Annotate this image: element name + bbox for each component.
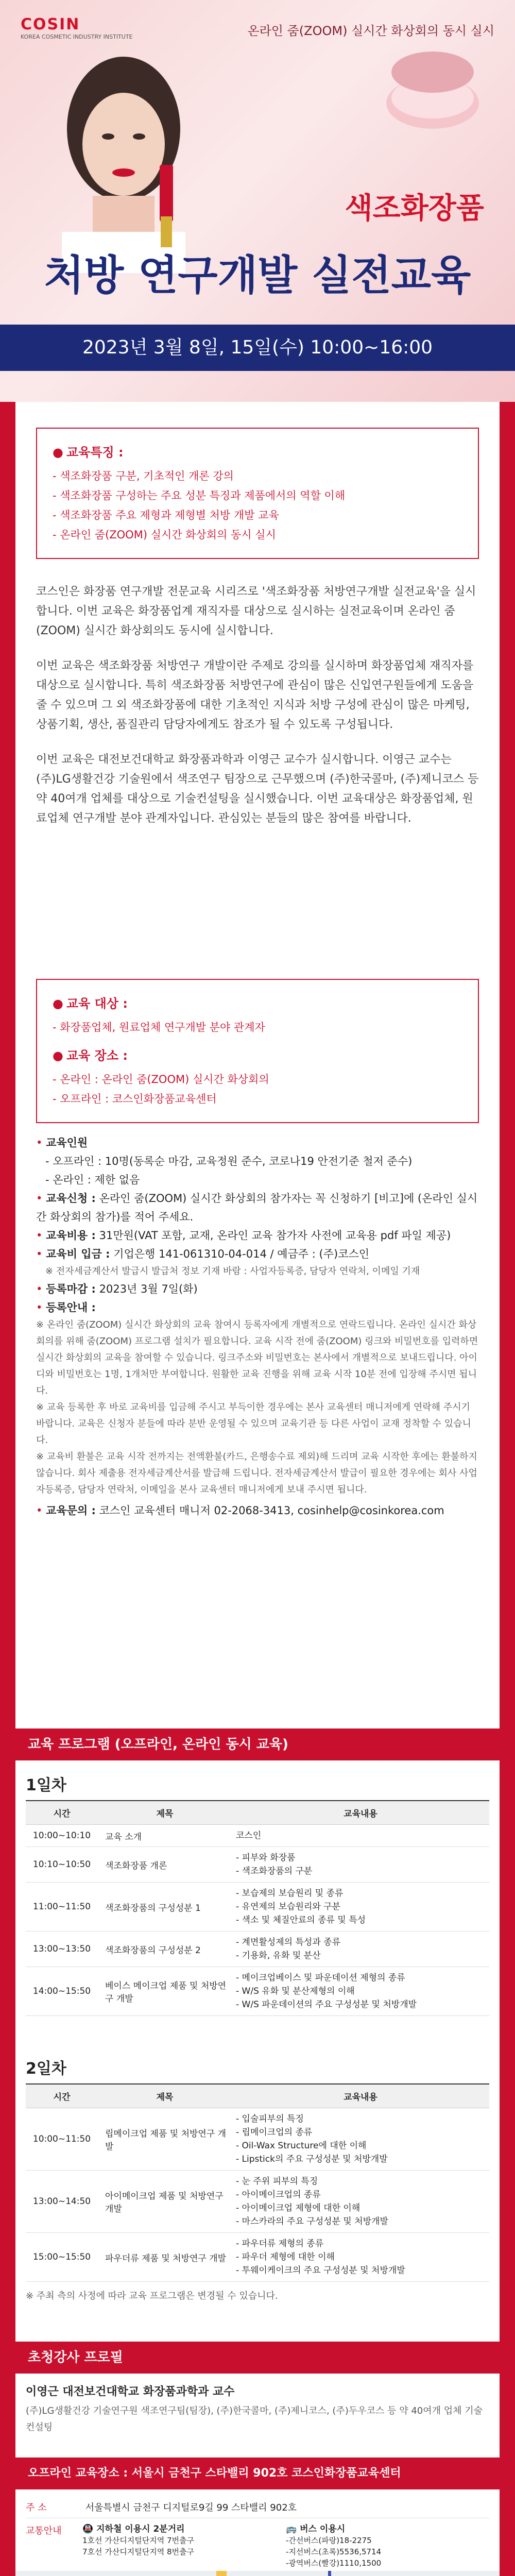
table-row: [26, 1967, 489, 2016]
intro-section: [36, 582, 479, 828]
intro-paragraph: 이번 교육은 대전보건대학교 화장품과학과 이영근 교수가 실시합니다. 이영근 교수는 (주)LG생활건강 기술원에서 색조연구 팀장으로 근무했으며 (주)한국콜마, (주)제니코스 등 약 40여개 업체를 대상으로 기술컨설팅을 실시했습니다. 이번 교육대상은 화장품업체, 원료업체 연구개발 분야 관계자입니다. 관심있는 분들의 많은 참여를 바랍니다.: [36, 753, 479, 825]
subway-line: 1호선 가산디지털단지역 7번출구: [82, 2536, 194, 2545]
row-time: 13:00~13:50: [26, 1931, 98, 1967]
features-box: ● 교육특징 : - 색조화장품 구분, 기초적인 개론 강의 - 색조화장품 구성하는 주요 성분 특징과 제품에서의 역할 이해 - 색조화장품 주요 제형과 제형별 처방 개발 교육 - 온라인 줌(ZOOM) 실시간 화상회의 동시 실시: [36, 428, 479, 559]
row-content: [232, 2233, 489, 2282]
row-content-line: - 아이메이크업 제형에 대한 이해: [236, 2203, 360, 2213]
row-content-line: - W/S 파운데이션의 주요 구성성분 및 처방개발: [236, 1999, 417, 2010]
cosin-logo: COSIN KOREA COSMETIC INDUSTRY INSTITUTE: [21, 15, 133, 40]
transit-label: 교통안내: [26, 2526, 62, 2536]
day1-label: 1일차: [26, 1776, 66, 1794]
bus-line: -간선버스(파랑)18-2275: [286, 2536, 372, 2545]
row-time: 11:00~11:50: [26, 1883, 98, 1931]
bus-line: -광역버스(빨강)1110,1500: [286, 2558, 382, 2568]
capacity-label: 교육인원: [46, 1137, 88, 1149]
row-title: 색조화장품 개론: [98, 1847, 232, 1883]
lecturer-bio: (주)LG생활건강 기술연구원 색조연구팀(팀장), (주)한국콜마, (주)제니코스, (주)두우코스 등 약 40여개 업체 기술컨설팅: [26, 2405, 483, 2433]
row-title: 색조화장품의 구성성분 2: [98, 1931, 232, 1967]
features-title: 교육특징 :: [66, 445, 124, 460]
location-title: 오프라인 교육장소 : 서울시 금천구 스타밸리 902호 코스인화장품교육센터: [15, 2458, 500, 2489]
guide-label: 등록안내 :: [46, 1301, 96, 1314]
row-content: [232, 1931, 489, 1967]
program-note: ※ 주최 측의 사정에 따라 교육 프로그램은 변경될 수 있습니다.: [26, 2291, 278, 2301]
row-content-line: - 투웨이케이크의 주요 구성성분 및 처방개발: [236, 2265, 405, 2276]
table-row: [26, 1931, 489, 1967]
location-map[interactable]: [15, 2571, 500, 2576]
row-content-line: - 파우더 제형에 대한 이해: [236, 2252, 335, 2262]
row-content-line: - 계면활성제의 특성과 종류: [236, 1937, 340, 1947]
table-row: [26, 1883, 489, 1931]
feature-item: - 색조화장품 구분, 기초적인 개론 강의: [53, 470, 234, 482]
subway-title: 지하철 이용시 2분거리: [96, 2524, 185, 2534]
contact-text[interactable]: 코스인 교육센터 매니저 02-2068-3413, cosinhelp@cosinkorea.com: [99, 1504, 444, 1517]
account-text: 기업은행 141-061310-04-014 / 예금주 : (주)코스인: [113, 1248, 370, 1260]
row-time: 15:00~15:50: [26, 2233, 98, 2282]
row-title: 베이스 메이크업 제품 및 처방연구 개발: [98, 1967, 232, 2016]
row-title: 색조화장품의 구성성분 1: [98, 1883, 232, 1931]
target-box: ● 교육 대상 : - 화장품업체, 원료업체 연구개발 분야 관계자 ● 교육 장소 : - 온라인 : 온라인 줌(ZOOM) 실시간 화상회의 - 오프라인 : 코스인화장품교육센터: [36, 979, 479, 1123]
feature-item: - 색조화장품 구성하는 주요 성분 특징과 제품에서의 역할 이해: [53, 489, 346, 502]
location-info: [26, 2496, 489, 2574]
row-content: [232, 1883, 489, 1931]
row-content-line: - 색조화장품의 구분: [236, 1866, 313, 1876]
intro-paragraph: 이번 교육은 색조화장품 처방연구 개발이란 주제로 강의를 실시하며 화장품업체 재직자를 대상으로 실시합니다. 특히 색조화장품 처방연구에 관심이 많은 신입연구원들에게 도움을 줄 수 있으며 그 외 색조화장품에 대한 기초적인 지식과 처방 구성에 관심이 많은 마케팅, 상품기획, 생산, 품질관리 담당자에게도 참조가 될 수 있도록 구성됩니다.: [36, 659, 474, 731]
row-content: [232, 1967, 489, 2016]
row-content-line: - 눈 주위 피부의 특징: [236, 2176, 318, 2187]
row-content-line: - 아이메이크업의 종류: [236, 2190, 321, 2200]
target-title: 교육 대상 :: [66, 996, 128, 1011]
map-drawing: [15, 2571, 500, 2576]
row-content-line: - 보습제의 보습원리 및 종류: [236, 1888, 344, 1899]
row-content-line: - W/S 유화 및 분산제형의 이해: [236, 1986, 355, 1996]
row-content: [232, 2108, 489, 2171]
row-content-line: - 입술피부의 특징: [236, 2114, 304, 2124]
apply-label: 교육신청 :: [46, 1192, 96, 1205]
lecturer-section: [26, 2383, 489, 2436]
guide-note: ※ 교육 등록한 후 바로 교육비를 입금해 주시고 부득이한 경우에는 본사 교육센터 매니저에게 연락해 주시기 바랍니다. 교육은 신청자 분들에 따라 분반 운영될 수 있으며 교육기관 등 다른 사업이 교재 정착할 수 있습니다.: [36, 1402, 471, 1446]
row-content-line: - Oil-Wax Structure에 대한 이해: [236, 2141, 367, 2151]
table-row: [26, 2233, 489, 2282]
row-title: 아이메이크업 제품 및 처방연구 개발: [98, 2171, 232, 2233]
col-content: 교육내용: [232, 2084, 489, 2108]
row-content-line: - 메이크업베이스 및 파운데이션 제형의 종류: [236, 1973, 405, 1983]
feature-item: - 색조화장품 주요 제형과 제형별 처방 개발 교육: [53, 509, 279, 521]
deadline-label: 등록마감 :: [46, 1283, 96, 1295]
row-time: 13:00~14:50: [26, 2171, 98, 2233]
row-time: 10:00~11:50: [26, 2108, 98, 2171]
subway-line: 7호선 가산디지털단지역 8번출구: [82, 2547, 194, 2556]
place-title: 교육 장소 :: [66, 1048, 128, 1063]
row-time: 10:10~10:50: [26, 1847, 98, 1883]
hero-banner: [0, 0, 515, 402]
lecturer-name: 이영근 대전보건대학교 화장품과학과 교수: [26, 2385, 235, 2398]
address-label: 주 소: [26, 2502, 47, 2513]
row-content-line: - 피부와 화장품: [236, 1853, 296, 1863]
place-line: - 온라인 : 온라인 줌(ZOOM) 실시간 화상회의: [53, 1073, 269, 1086]
row-content-line: - 파우더류 제형의 종류: [236, 2239, 324, 2249]
program-day2: [26, 2056, 489, 2304]
intro-paragraph: 코스인은 화장품 연구개발 전문교육 시리즈로 '색조화장품 처방연구개발 실전교육'을 실시합니다. 이번 교육은 화장품업계 재직자를 대상으로 실시하는 실전교육이며 온라인 줌(ZOOM) 실시간 화상회의도 동시에 실시합니다.: [36, 585, 476, 637]
table-row: [26, 1847, 489, 1883]
headline-category: 색조화장품: [345, 192, 484, 225]
row-title: 파우더류 제품 및 처방연구 개발: [98, 2233, 232, 2282]
day1-table: [26, 1800, 489, 2016]
date-bar: 2023년 3월 8일, 15일(수) 10:00~16:00: [0, 325, 515, 371]
deadline-text: 2023년 3월 7일(화): [99, 1283, 198, 1295]
day2-label: 2일차: [26, 2060, 66, 2078]
compact-icon: [381, 41, 484, 144]
col-time: 시간: [26, 2084, 98, 2108]
row-content-line: 코스인: [236, 1831, 262, 1841]
col-content: 교육내용: [232, 1801, 489, 1825]
row-time: 10:00~10:10: [26, 1825, 98, 1847]
place-line: - 오프라인 : 코스인화장품교육센터: [53, 1093, 217, 1105]
fee-text: 31만원(VAT 포함, 교재, 온라인 교육 참가자 사전에 교육용 pdf 파일 제공): [99, 1229, 451, 1242]
account-note: ※ 전자세금계산서 발급시 발급처 정보 기재 바람 : 사업자등록증, 담당자 연락처, 이메일 기재: [45, 1266, 420, 1277]
lecturer-title: 초청강사 프로필: [15, 2342, 500, 2374]
capacity-line: - 오프라인 : 10명(동록순 마감, 교육정원 준수, 코로나19 안전기준 철저 준수): [45, 1155, 413, 1167]
program-title: 교육 프로그램 (오프라인, 온라인 동시 교육): [15, 1728, 500, 1760]
col-title: 제목: [98, 2084, 232, 2108]
col-time: 시간: [26, 1801, 98, 1825]
guide-red: ※ 온라인 줌(ZOOM) 실시간 화상회의 교육 참여시 등록자에게 개별적으로 연락드립니다. 온라인 실시간 화상회의를 위해 줌(ZOOM) 프로그램 설치가 필요합니다. 교육 시작 전에 줌(ZOOM) 링크와 비밀번호를 입력하면 실시간 화상회의 교육을 참여할 수 있습니다. 링크주소와 비밀번호는 본사에서 개별적으로 보내드립니다. 아이디와 비밀번호는 1명, 1개처만 부여합니다. 원활한 교육 진행을 위해 교육 시작 10분 전에 입장해 주시면 됩니다.: [36, 1319, 478, 1396]
model-illustration: [31, 46, 216, 273]
row-content-line: - Lipstick의 주요 구성성분 및 처방개발: [236, 2154, 388, 2164]
address-text: 서울특별시 금천구 디지털로9길 99 스타밸리 902호: [85, 2502, 297, 2513]
fee-label: 교육비용 :: [46, 1229, 96, 1242]
target-line: - 화장품업체, 원료업체 연구개발 분야 관계자: [53, 1021, 265, 1033]
table-row: [26, 2108, 489, 2171]
row-content-line: - 마스카라의 주요 구성성분 및 처방개발: [236, 2216, 388, 2227]
bus-line: -지선버스(초록)5536,5714: [286, 2547, 382, 2556]
subway-icon: 🚇: [82, 2524, 97, 2534]
row-content-line: - 유연제의 보습원리와 구분: [236, 1902, 340, 1912]
row-content-line: - 색소 및 체질안료의 종류 및 특성: [236, 1915, 366, 1925]
row-content: [232, 1847, 489, 1883]
row-content: [232, 2171, 489, 2233]
program-day1: [26, 1772, 489, 2016]
account-label: 교육비 입금 :: [46, 1248, 110, 1260]
details-section: • 교육인원 - 오프라인 : 10명(동록순 마감, 교육정원 준수, 코로나19 안전기준 철저 준수) - 온라인 : 제한 없음 • 교육신청 : 온라인 줌(ZOOM) 실시간 화상회의 참가자는 꼭 신청하기 [비고]에 (온라인 실시간 화상회의 참가)를 적어 주세요. • 교육비용 : 31만원(VAT 포함, 교재, 온라인 교육 참가자 사전에 교육용 pdf 파일 제공) • 교육비 입금 : 기업은행 141-061310-04-014 / 예금주 : (주)코스인 ※ 전자세금계산서 발급시 발급처 정보 기재 바람 : 사업자등록증, 담당자 연락처, 이메일 기재 • 등록마감 : 2023년 3월 7일(화) • 등록안내 : ※ 온라인 줌(ZOOM) 실시간 화상회의 교육 참여시 등록자에게 개별적으로 연락드립니다. 온라인 실시간 화상회의를 위해 줌(ZOOM) 프로그램 설치가 필요합니다. 교육 시작 전에 줌(ZOOM) 링크와 비밀번호를 입력하면 실시간 화상회의 교육을 참여할 수 있습니다. 링크주소와 비밀번호는 본사에서 개별적으로 보내드립니다. 아이디와 비밀번호는 1명, 1개처만 부여합니다. 원활한 교육 진행을 위해 교육 시작 10분 전에 입장해 주시면 됩니다. ※ 교육 등록한 후 바로 교육비를 입금해 주시고 부득이한 경우에는 본사 교육센터 매니저에게 연락해 주시기 바랍니다. 교육은 신청자 분들에 따라 분반 운영될 수 있으며 교육기관 등 다른 사업이 교재 정착할 수 있습니다. ※ 교육비 환불은 교육 시작 전까지는 전액환불(카드, 은행송수료 제외)해 드리며 교육 시작한 후에는 환불하지 않습니다. 회사 제출용 전자세금계산서를 발급해 드립니다. 전자세금계산서 발급이 필요한 경우에는 회사 사업자등록증, 담당자 연락처, 이메일을 본사 교육센터 매니저에게 보내 주시면 됩니다. • 교육문의 : 코스인 교육센터 매니저 02-2068-3413, cosinhelp@cosinkorea.com: [36, 1137, 478, 1517]
guide-note: ※ 교육비 환불은 교육 시작 전까지는 전액환불(카드, 은행송수료 제외)해 드리며 교육 시작한 후에는 환불하지 않습니다. 회사 제출용 전자세금계산서를 발급해 드립니다. 전자세금계산서 발급이 필요한 경우에는 회사 사업자등록증, 담당자 연락처, 이메일을 본사 교육센터 매니저에게 보내 주시면 됩니다.: [36, 1451, 477, 1495]
capacity-line: - 온라인 : 제한 없음: [45, 1174, 140, 1186]
row-content-line: - 립메이크업의 종류: [236, 2127, 313, 2138]
bus-icon: 🚌: [286, 2524, 300, 2534]
hero-subtitle: 온라인 줌(ZOOM) 실시간 화상회의 동시 실시: [247, 24, 494, 38]
headline-title: 처방 연구개발 실전교육: [44, 251, 471, 299]
table-row: [26, 1825, 489, 1847]
contact-label: 교육문의 :: [46, 1504, 96, 1517]
row-title: 립메이크업 제품 및 처방연구 개발: [98, 2108, 232, 2171]
col-title: 제목: [98, 1801, 232, 1825]
day2-table: [26, 2083, 489, 2282]
row-content-line: - 기용화, 유화 및 분산: [236, 1951, 321, 1961]
row-content: [232, 1825, 489, 1847]
apply-text: 온라인 줌(ZOOM) 실시간 화상회의 참가자는 꼭 신청하기 [비고]에 (온라인 실시간 화상회의 참가)를 적어 주세요.: [36, 1192, 478, 1223]
feature-item: - 온라인 줌(ZOOM) 실시간 화상회의 동시 실시: [53, 529, 276, 541]
bus-title: 버스 이용시: [300, 2524, 346, 2534]
row-time: 14:00~15:50: [26, 1967, 98, 2016]
table-row: [26, 2171, 489, 2233]
row-title: 교육 소개: [98, 1825, 232, 1847]
